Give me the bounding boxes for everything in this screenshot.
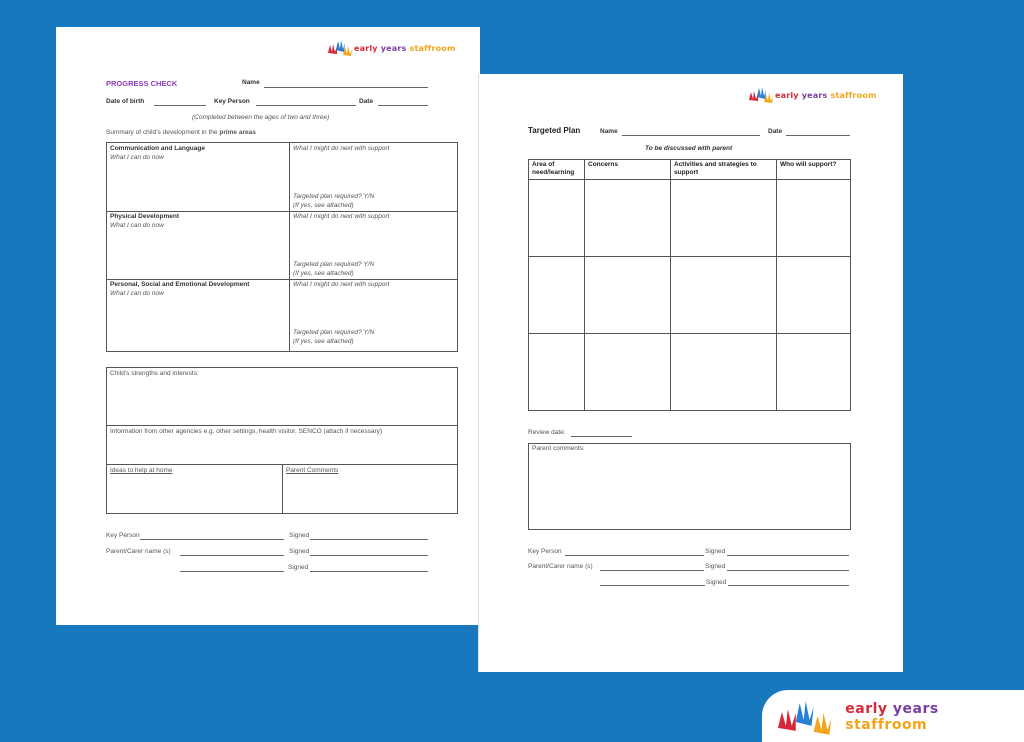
sig-parent-label: Parent/Carer name (s) — [106, 548, 171, 555]
name-field[interactable] — [264, 87, 428, 88]
key-person-field[interactable] — [256, 105, 356, 106]
area-next: What I might do next with support — [293, 281, 390, 288]
row-divider — [106, 211, 458, 212]
name-field[interactable] — [622, 135, 760, 136]
area-sub: What I can do now — [110, 222, 164, 229]
sig-signed-field[interactable] — [310, 571, 428, 572]
hands-icon — [326, 39, 354, 57]
progress-check-title: PROGRESS CHECK — [106, 79, 178, 88]
sig-parent-field[interactable] — [600, 570, 704, 571]
row-divider — [528, 256, 851, 257]
brand-badge — [762, 690, 1024, 742]
col-divider — [670, 159, 671, 411]
sig-signed-label: Signed — [705, 563, 726, 570]
col-header-concerns: Concerns — [588, 161, 618, 168]
table-divider — [289, 142, 290, 352]
brand-name: early years staffroom — [845, 701, 939, 733]
prime-areas-table — [106, 142, 458, 352]
hands-icon — [774, 698, 839, 736]
plan-note: (If yes, see attached) — [293, 202, 354, 209]
ideas-label: Ideas to help at home — [110, 467, 173, 474]
col-header-activities: Activities and strategies to support — [674, 161, 757, 176]
early-years-staffroom-logo — [747, 86, 877, 104]
strengths-label: Child’s strengths and interests: — [110, 370, 199, 377]
date-field[interactable] — [378, 105, 428, 106]
plan-table — [528, 159, 851, 411]
date-field[interactable] — [786, 135, 850, 136]
col-header-area: Area of need/learning — [532, 161, 575, 176]
dob-field[interactable] — [154, 105, 206, 106]
sig-signed-label: Signed — [705, 548, 726, 555]
agencies-label: Information from other agencies e.g. other settings, health visitor, SENCO (attach if necessary) — [110, 428, 383, 435]
sig-signed-label: Signed — [289, 532, 310, 539]
date-label: Date — [768, 128, 783, 135]
sig-key-person-label: Key Person — [106, 532, 140, 539]
row-divider — [528, 333, 851, 334]
name-label: Name — [600, 128, 618, 135]
age-note: (Completed between the ages of two and three) — [192, 114, 330, 121]
area-sub: What I can do now — [110, 290, 164, 297]
brand-name: early years staffroom — [775, 90, 877, 100]
hands-icon — [747, 86, 775, 104]
col-divider — [776, 159, 777, 411]
early-years-staffroom-logo — [326, 39, 456, 57]
parent-comments-label: Parent Comments — [286, 467, 339, 474]
parent-comments-label: Parent comments: — [532, 445, 585, 452]
area-heading: Communication and Language — [110, 145, 205, 152]
date-label: Date — [359, 98, 374, 105]
targeted-plan-question[interactable]: Targeted plan required? Y/N — [293, 193, 375, 200]
brand-name: early years staffroom — [354, 43, 456, 53]
sig-signed-field[interactable] — [310, 555, 428, 556]
sig-extra-field[interactable] — [600, 585, 705, 586]
header-divider — [528, 179, 851, 180]
row-divider — [106, 425, 458, 426]
parent-comments-box[interactable] — [528, 443, 851, 530]
name-label: Name — [242, 79, 260, 86]
area-next: What I might do next with support — [293, 145, 390, 152]
row-divider — [106, 279, 458, 280]
sig-signed-label: Signed — [288, 564, 309, 571]
targeted-plan-question[interactable]: Targeted plan required? Y/N — [293, 329, 375, 336]
sig-signed-field[interactable] — [310, 539, 428, 540]
targeted-plan-page — [479, 74, 903, 672]
summary-line: Summary of child’s development in the prime areas — [106, 129, 256, 136]
area-next: What I might do next with support — [293, 213, 390, 220]
sig-signed-label: Signed — [706, 579, 727, 586]
sig-signed-field[interactable] — [727, 570, 849, 571]
targeted-plan-title: Targeted Plan — [528, 126, 581, 135]
sig-key-person-field[interactable] — [140, 539, 284, 540]
sig-parent-field[interactable] — [180, 555, 284, 556]
col-divider — [282, 464, 283, 514]
review-date-label: Review date: — [528, 429, 566, 436]
col-header-who: Who will support? — [780, 161, 837, 168]
early-years-staffroom-logo — [774, 698, 1024, 736]
sig-signed-label: Signed — [289, 548, 310, 555]
sig-key-person-label: Key Person — [528, 548, 562, 555]
dob-label: Date of birth — [106, 98, 145, 105]
key-person-label: Key Person — [214, 98, 250, 105]
sig-parent-label: Parent/Carer name (s) — [528, 563, 593, 570]
col-divider — [584, 159, 585, 411]
plan-note: (If yes, see attached) — [293, 270, 354, 277]
area-heading: Personal, Social and Emotional Development — [110, 281, 250, 288]
discuss-note: To be discussed with parent — [645, 145, 733, 152]
area-sub: What I can do now — [110, 154, 164, 161]
review-date-field[interactable] — [571, 436, 632, 437]
sig-extra-field[interactable] — [180, 571, 284, 572]
sig-signed-field[interactable] — [727, 555, 849, 556]
plan-note: (If yes, see attached) — [293, 338, 354, 345]
area-heading: Physical Development — [110, 213, 179, 220]
targeted-plan-question[interactable]: Targeted plan required? Y/N — [293, 261, 375, 268]
progress-check-page — [56, 27, 480, 625]
sig-signed-field[interactable] — [728, 585, 849, 586]
sig-key-person-field[interactable] — [565, 555, 704, 556]
